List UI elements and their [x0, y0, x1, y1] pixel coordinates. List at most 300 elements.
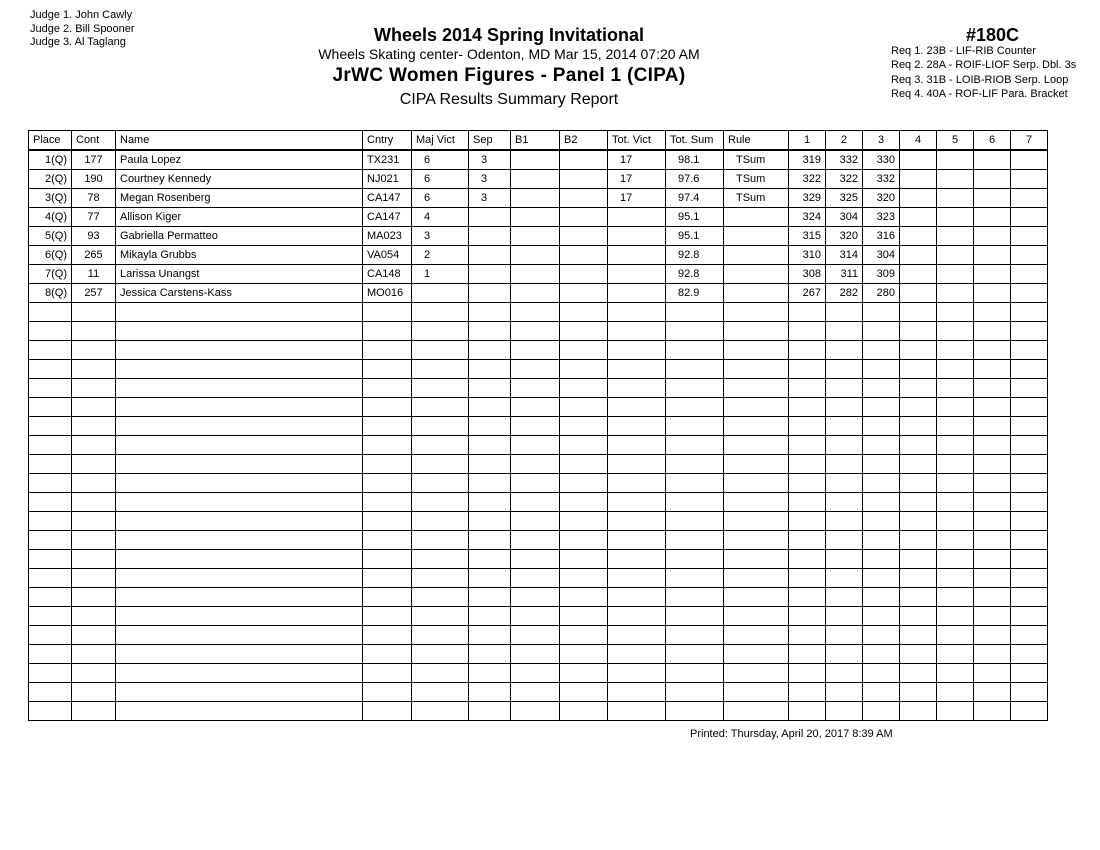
table-cell — [29, 303, 72, 322]
table-cell — [974, 246, 1011, 265]
table-cell — [412, 512, 469, 531]
table-cell — [724, 531, 789, 550]
empty-table-row — [29, 512, 1048, 531]
table-cell — [116, 683, 363, 702]
table-cell — [666, 607, 724, 626]
table-cell — [974, 493, 1011, 512]
table-cell — [29, 664, 72, 683]
table-cell — [974, 531, 1011, 550]
table-cell — [937, 531, 974, 550]
table-cell — [560, 189, 608, 208]
table-cell — [511, 645, 560, 664]
table-cell — [511, 189, 560, 208]
table-cell — [826, 588, 863, 607]
table-cell — [363, 455, 412, 474]
table-cell — [469, 303, 511, 322]
table-cell — [826, 664, 863, 683]
table-cell — [900, 208, 937, 227]
table-cell — [412, 702, 469, 721]
table-cell — [363, 569, 412, 588]
table-cell — [724, 303, 789, 322]
table-cell — [826, 322, 863, 341]
table-cell — [608, 398, 666, 417]
table-cell — [608, 379, 666, 398]
empty-table-row — [29, 588, 1048, 607]
table-cell: 190 — [72, 170, 116, 189]
table-cell — [863, 512, 900, 531]
table-cell — [608, 341, 666, 360]
table-cell — [1011, 284, 1048, 303]
table-cell — [363, 607, 412, 626]
table-cell — [937, 208, 974, 227]
table-cell — [900, 569, 937, 588]
table-cell — [1011, 208, 1048, 227]
table-cell — [511, 150, 560, 170]
empty-table-row — [29, 493, 1048, 512]
table-cell — [724, 588, 789, 607]
table-cell: 6 — [412, 150, 469, 170]
table-cell — [863, 436, 900, 455]
table-cell — [974, 341, 1011, 360]
table-cell — [937, 265, 974, 284]
table-cell — [863, 379, 900, 398]
table-cell: 95.1 — [666, 208, 724, 227]
table-cell — [900, 702, 937, 721]
empty-table-row — [29, 379, 1048, 398]
table-cell — [937, 455, 974, 474]
empty-table-row — [29, 455, 1048, 474]
table-cell — [789, 626, 826, 645]
table-cell — [72, 417, 116, 436]
table-cell: 1 — [412, 265, 469, 284]
table-cell — [412, 284, 469, 303]
table-cell: MO016 — [363, 284, 412, 303]
table-cell — [560, 702, 608, 721]
table-cell — [937, 150, 974, 170]
table-cell — [1011, 170, 1048, 189]
table-cell — [511, 474, 560, 493]
table-cell — [666, 474, 724, 493]
table-cell — [116, 702, 363, 721]
table-cell — [1011, 493, 1048, 512]
table-cell — [511, 265, 560, 284]
table-cell — [937, 702, 974, 721]
table-cell — [72, 550, 116, 569]
table-cell — [469, 550, 511, 569]
table-cell — [560, 569, 608, 588]
table-cell — [1011, 436, 1048, 455]
table-cell — [900, 246, 937, 265]
table-cell — [974, 645, 1011, 664]
table-cell — [511, 702, 560, 721]
table-cell — [724, 626, 789, 645]
table-cell — [511, 607, 560, 626]
table-cell — [789, 303, 826, 322]
table-cell — [363, 588, 412, 607]
table-cell: 265 — [72, 246, 116, 265]
table-cell — [724, 379, 789, 398]
table-cell — [469, 322, 511, 341]
table-cell — [412, 645, 469, 664]
table-cell — [72, 664, 116, 683]
table-cell — [608, 436, 666, 455]
table-cell — [974, 702, 1011, 721]
table-cell — [511, 341, 560, 360]
table-row — [29, 170, 1048, 189]
table-cell — [72, 645, 116, 664]
table-cell — [560, 607, 608, 626]
table-cell — [560, 531, 608, 550]
table-cell — [974, 360, 1011, 379]
table-cell — [511, 398, 560, 417]
table-cell — [29, 702, 72, 721]
column-header: 7 — [1011, 131, 1048, 151]
table-cell — [469, 569, 511, 588]
table-cell — [560, 683, 608, 702]
table-cell — [29, 569, 72, 588]
table-cell — [412, 341, 469, 360]
table-cell: Megan Rosenberg — [116, 189, 363, 208]
table-cell: 322 — [826, 170, 863, 189]
table-cell — [1011, 398, 1048, 417]
table-cell: 309 — [863, 265, 900, 284]
table-cell — [863, 531, 900, 550]
table-cell — [469, 265, 511, 284]
table-cell — [900, 170, 937, 189]
table-cell — [469, 626, 511, 645]
table-cell: 308 — [789, 265, 826, 284]
table-cell — [116, 303, 363, 322]
table-cell — [1011, 360, 1048, 379]
table-cell — [789, 512, 826, 531]
table-cell: 17 — [608, 170, 666, 189]
table-cell — [937, 189, 974, 208]
table-cell — [789, 683, 826, 702]
table-cell: 3 — [412, 227, 469, 246]
table-cell — [724, 246, 789, 265]
table-cell — [116, 417, 363, 436]
table-cell: 257 — [72, 284, 116, 303]
table-cell — [937, 645, 974, 664]
event-title: JrWC Women Figures - Panel 1 (CIPA) — [332, 65, 686, 86]
table-cell: 92.8 — [666, 246, 724, 265]
table-cell — [116, 341, 363, 360]
table-cell — [974, 265, 1011, 284]
table-cell — [608, 474, 666, 493]
column-header: Sep — [469, 131, 511, 151]
table-cell — [560, 265, 608, 284]
table-cell — [974, 455, 1011, 474]
table-cell — [560, 303, 608, 322]
table-cell — [469, 360, 511, 379]
table-cell: 92.8 — [666, 265, 724, 284]
table-cell: 267 — [789, 284, 826, 303]
table-cell — [826, 512, 863, 531]
table-cell — [608, 227, 666, 246]
table-cell — [974, 379, 1011, 398]
table-cell — [900, 626, 937, 645]
table-cell — [560, 150, 608, 170]
table-cell — [608, 626, 666, 645]
table-cell — [29, 550, 72, 569]
table-cell — [863, 626, 900, 645]
table-cell — [1011, 341, 1048, 360]
table-cell — [666, 645, 724, 664]
table-cell — [511, 588, 560, 607]
table-cell — [863, 398, 900, 417]
table-cell — [116, 588, 363, 607]
table-cell — [72, 360, 116, 379]
table-row — [29, 265, 1048, 284]
table-cell — [29, 455, 72, 474]
table-cell: 304 — [826, 208, 863, 227]
table-cell — [469, 436, 511, 455]
table-cell — [511, 569, 560, 588]
table-cell — [724, 474, 789, 493]
judge-3: Judge 3. Al Taglang — [30, 36, 126, 48]
table-cell — [900, 474, 937, 493]
table-cell — [900, 284, 937, 303]
column-header: 6 — [974, 131, 1011, 151]
table-cell — [789, 455, 826, 474]
table-cell — [1011, 645, 1048, 664]
table-cell — [937, 322, 974, 341]
table-cell — [412, 531, 469, 550]
requirement-4: Req 4. 40A - ROF-LIF Para. Bracket — [891, 87, 1068, 100]
table-cell — [72, 702, 116, 721]
table-cell — [116, 550, 363, 569]
empty-table-row — [29, 607, 1048, 626]
table-cell — [363, 683, 412, 702]
table-cell — [608, 607, 666, 626]
table-cell — [29, 645, 72, 664]
table-cell — [724, 322, 789, 341]
table-cell: TSum — [724, 150, 789, 170]
table-cell — [900, 531, 937, 550]
table-cell — [724, 664, 789, 683]
column-header: Rule — [724, 131, 789, 151]
table-cell — [937, 664, 974, 683]
table-cell — [863, 455, 900, 474]
table-cell: TX231 — [363, 150, 412, 170]
table-cell — [511, 550, 560, 569]
table-cell — [469, 284, 511, 303]
table-cell — [666, 588, 724, 607]
table-cell — [29, 683, 72, 702]
table-cell — [937, 379, 974, 398]
table-cell: 280 — [863, 284, 900, 303]
empty-table-row — [29, 702, 1048, 721]
report-title: CIPA Results Summary Report — [399, 91, 619, 108]
table-cell — [116, 626, 363, 645]
table-cell — [826, 417, 863, 436]
table-cell — [511, 417, 560, 436]
table-cell — [72, 512, 116, 531]
table-cell — [511, 246, 560, 265]
table-cell — [1011, 189, 1048, 208]
table-cell — [469, 607, 511, 626]
table-cell — [1011, 379, 1048, 398]
table-cell — [974, 569, 1011, 588]
empty-table-row — [29, 569, 1048, 588]
results-table — [28, 130, 1048, 721]
table-row — [29, 189, 1048, 208]
table-cell — [863, 322, 900, 341]
table-cell — [469, 474, 511, 493]
table-cell — [937, 398, 974, 417]
table-cell — [116, 474, 363, 493]
table-cell — [116, 398, 363, 417]
table-cell — [724, 550, 789, 569]
table-cell — [511, 531, 560, 550]
table-cell — [469, 531, 511, 550]
table-cell — [666, 493, 724, 512]
table-cell — [469, 398, 511, 417]
table-row — [29, 208, 1048, 227]
table-cell — [511, 170, 560, 189]
table-cell — [29, 322, 72, 341]
table-cell: Courtney Kennedy — [116, 170, 363, 189]
table-cell: 3 — [469, 150, 511, 170]
table-cell — [974, 588, 1011, 607]
table-cell: 17 — [608, 189, 666, 208]
table-cell: 311 — [826, 265, 863, 284]
table-cell — [826, 360, 863, 379]
table-cell — [1011, 664, 1048, 683]
table-cell — [1011, 303, 1048, 322]
table-cell — [608, 645, 666, 664]
requirement-1: Req 1. 23B - LIF-RIB Counter — [891, 45, 1036, 57]
table-cell — [937, 436, 974, 455]
table-cell — [469, 683, 511, 702]
table-cell — [116, 436, 363, 455]
table-cell — [608, 588, 666, 607]
table-cell — [608, 284, 666, 303]
column-header: 1 — [789, 131, 826, 151]
table-cell — [724, 512, 789, 531]
table-cell — [789, 341, 826, 360]
table-cell: 315 — [789, 227, 826, 246]
table-cell — [900, 189, 937, 208]
table-cell — [469, 246, 511, 265]
table-cell — [724, 645, 789, 664]
table-cell — [974, 683, 1011, 702]
empty-table-row — [29, 436, 1048, 455]
table-cell — [511, 493, 560, 512]
table-cell — [560, 455, 608, 474]
printed-date: Printed: Thursday, April 20, 2017 8:39 AM — [690, 728, 893, 740]
table-cell — [363, 417, 412, 436]
table-cell — [937, 417, 974, 436]
table-cell — [72, 398, 116, 417]
table-cell — [363, 341, 412, 360]
table-cell — [608, 550, 666, 569]
table-cell — [826, 607, 863, 626]
table-cell — [363, 379, 412, 398]
table-cell — [560, 588, 608, 607]
table-cell: 320 — [826, 227, 863, 246]
table-cell — [863, 303, 900, 322]
table-cell — [789, 417, 826, 436]
table-cell — [72, 626, 116, 645]
table-cell — [29, 588, 72, 607]
empty-table-row — [29, 664, 1048, 683]
table-cell — [363, 550, 412, 569]
table-cell — [724, 702, 789, 721]
table-cell — [789, 474, 826, 493]
table-cell — [72, 607, 116, 626]
table-cell — [29, 493, 72, 512]
table-cell — [1011, 150, 1048, 170]
empty-table-row — [29, 550, 1048, 569]
table-cell — [29, 398, 72, 417]
table-cell — [863, 607, 900, 626]
table-cell — [666, 398, 724, 417]
table-cell — [1011, 607, 1048, 626]
column-header: Cont — [72, 131, 116, 151]
table-cell — [412, 322, 469, 341]
table-cell: 6(Q) — [29, 246, 72, 265]
table-cell — [724, 265, 789, 284]
requirements-list — [891, 44, 1076, 101]
table-cell — [789, 398, 826, 417]
table-cell — [412, 455, 469, 474]
table-cell — [560, 664, 608, 683]
table-cell — [826, 379, 863, 398]
table-cell — [826, 569, 863, 588]
table-cell — [29, 607, 72, 626]
table-cell — [608, 702, 666, 721]
table-cell — [900, 588, 937, 607]
table-cell: 93 — [72, 227, 116, 246]
table-cell — [789, 493, 826, 512]
table-cell — [724, 360, 789, 379]
table-cell: 3(Q) — [29, 189, 72, 208]
table-cell — [412, 588, 469, 607]
column-header: Tot. Vict — [608, 131, 666, 151]
table-cell — [724, 455, 789, 474]
table-cell — [469, 702, 511, 721]
table-cell — [937, 493, 974, 512]
empty-table-row — [29, 303, 1048, 322]
table-cell — [937, 284, 974, 303]
table-cell — [560, 360, 608, 379]
table-cell — [116, 607, 363, 626]
table-cell — [937, 569, 974, 588]
table-cell — [900, 417, 937, 436]
table-cell — [72, 683, 116, 702]
table-cell: 11 — [72, 265, 116, 284]
table-cell — [900, 645, 937, 664]
table-cell — [412, 398, 469, 417]
table-cell — [608, 417, 666, 436]
table-cell — [412, 379, 469, 398]
empty-table-row — [29, 626, 1048, 645]
table-cell — [900, 683, 937, 702]
table-cell — [29, 341, 72, 360]
table-cell — [116, 379, 363, 398]
table-cell — [412, 436, 469, 455]
column-header: Name — [116, 131, 363, 151]
table-cell — [363, 512, 412, 531]
table-cell: 97.6 — [666, 170, 724, 189]
table-cell — [116, 512, 363, 531]
table-cell — [974, 284, 1011, 303]
table-cell — [974, 664, 1011, 683]
table-cell: 177 — [72, 150, 116, 170]
table-cell — [826, 398, 863, 417]
table-cell — [469, 379, 511, 398]
